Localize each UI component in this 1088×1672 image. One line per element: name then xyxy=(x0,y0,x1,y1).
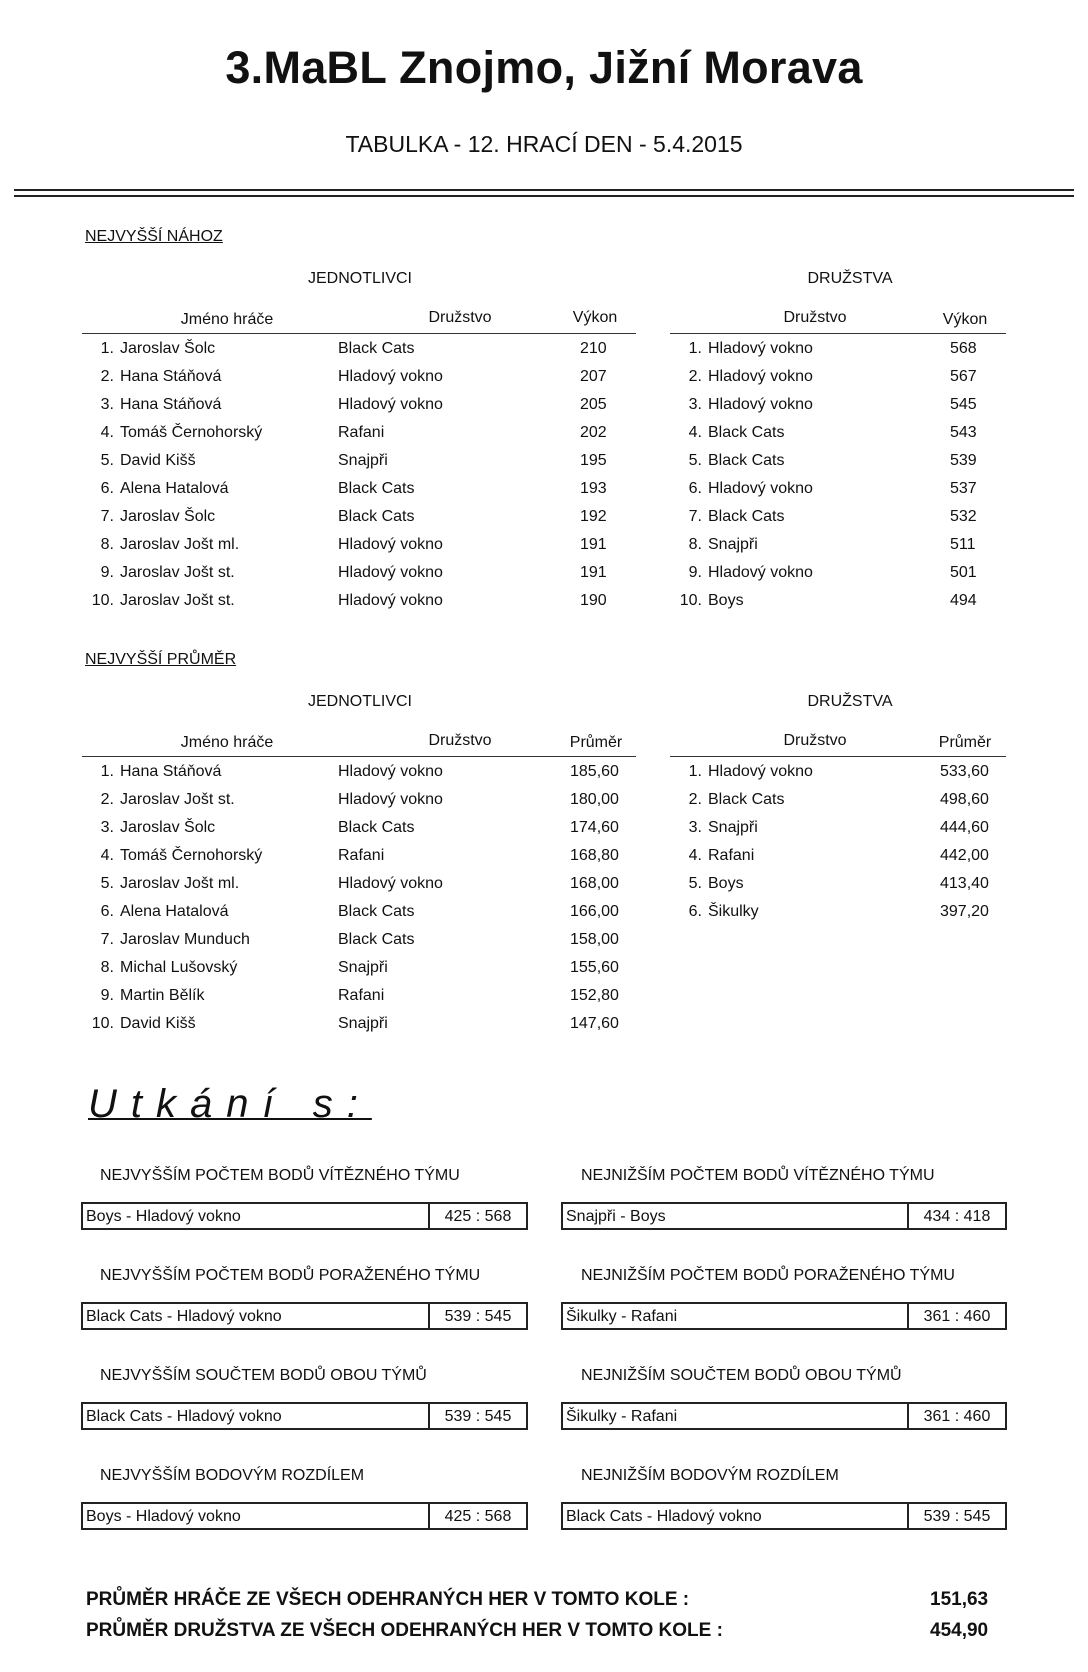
group-label-individual-prumer: JEDNOTLIVCI xyxy=(307,693,412,710)
score-value: 191 xyxy=(580,536,607,553)
team-name: Hladový vokno xyxy=(338,396,443,413)
match-box xyxy=(81,1502,528,1530)
rank: 8. xyxy=(688,536,702,553)
rank: 5. xyxy=(100,452,114,469)
player-name: Hana Stáňová xyxy=(120,368,222,385)
col-header-name: Jméno hráče xyxy=(180,311,274,328)
rank: 8. xyxy=(100,959,114,976)
match-box xyxy=(81,1202,528,1230)
average-value: 498,60 xyxy=(940,791,989,808)
match-score: 539 : 545 xyxy=(428,1304,526,1328)
score-value: 190 xyxy=(580,592,607,609)
player-name: Jaroslav Jošt st. xyxy=(120,592,235,609)
group-label-individual-nahoz: JEDNOTLIVCI xyxy=(307,270,412,287)
rank: 10. xyxy=(679,592,702,609)
col-header-value: Výkon xyxy=(942,311,988,328)
rank: 2. xyxy=(100,368,114,385)
rank: 3. xyxy=(100,819,114,836)
score-value: 567 xyxy=(950,368,977,385)
match-score: 434 : 418 xyxy=(907,1204,1005,1228)
team-name: Rafani xyxy=(338,847,385,864)
match-label: NEJNIŽŠÍM SOUČTEM BODŮ OBOU TÝMŮ xyxy=(581,1367,902,1384)
rank: 5. xyxy=(688,452,702,469)
rank: 4. xyxy=(100,847,114,864)
score-value: 202 xyxy=(580,424,607,441)
player-name: David Kišš xyxy=(120,452,196,469)
team-name: Šikulky xyxy=(708,903,759,920)
average-value: 166,00 xyxy=(570,903,619,920)
average-value: 397,20 xyxy=(940,903,989,920)
team-name: Black Cats xyxy=(338,903,415,920)
header-underline xyxy=(670,756,1006,757)
team-name: Hladový vokno xyxy=(708,340,813,357)
average-value: 168,80 xyxy=(570,847,619,864)
team-name: Boys xyxy=(708,875,744,892)
score-value: 193 xyxy=(580,480,607,497)
match-label: NEJVYŠŠÍM SOUČTEM BODŮ OBOU TÝMŮ xyxy=(100,1367,427,1384)
rank: 2. xyxy=(100,791,114,808)
player-name: Jaroslav Šolc xyxy=(120,819,216,836)
match-score: 425 : 568 xyxy=(428,1504,526,1528)
rank: 8. xyxy=(100,536,114,553)
match-label: NEJVYŠŠÍM POČTEM BODŮ VÍTĚZNÉHO TÝMU xyxy=(100,1167,460,1184)
match-box xyxy=(561,1302,1007,1330)
team-name: Black Cats xyxy=(708,508,785,525)
col-header-team: Družstvo xyxy=(428,732,492,749)
team-average-label: PRŮMĚR DRUŽSTVA ZE VŠECH ODEHRANÝCH HER V TOMTO KOLE : xyxy=(86,1620,723,1641)
match-score: 425 : 568 xyxy=(428,1204,526,1228)
team-name: Black Cats xyxy=(338,931,415,948)
col-header-value: Výkon xyxy=(572,309,618,326)
team-name: Rafani xyxy=(708,847,755,864)
average-value: 158,00 xyxy=(570,931,619,948)
score-value: 494 xyxy=(950,592,977,609)
rank: 10. xyxy=(91,1015,114,1032)
group-label-teams-prumer: DRUŽSTVA xyxy=(807,693,893,710)
team-name: Snajpři xyxy=(338,959,388,976)
section-title-nahoz: NEJVYŠŠÍ NÁHOZ xyxy=(85,228,223,245)
average-value: 413,40 xyxy=(940,875,989,892)
team-name: Snajpři xyxy=(708,536,758,553)
col-header-name: Jméno hráče xyxy=(180,734,274,751)
player-average-value: 151,63 xyxy=(930,1589,989,1610)
score-value: 192 xyxy=(580,508,607,525)
match-teams: Šikulky - Rafani xyxy=(566,1308,678,1325)
match-box xyxy=(561,1502,1007,1530)
team-name: Hladový vokno xyxy=(708,368,813,385)
average-value: 168,00 xyxy=(570,875,619,892)
player-name: Jaroslav Jošt st. xyxy=(120,791,235,808)
rank: 3. xyxy=(100,396,114,413)
team-name: Hladový vokno xyxy=(338,592,443,609)
team-name: Snajpři xyxy=(338,452,388,469)
rank: 7. xyxy=(100,931,114,948)
rank: 4. xyxy=(688,424,702,441)
rank: 9. xyxy=(100,987,114,1004)
score-value: 205 xyxy=(580,396,607,413)
player-name: Hana Stáňová xyxy=(120,396,222,413)
team-name: Hladový vokno xyxy=(338,536,443,553)
match-label: NEJNIŽŠÍM POČTEM BODŮ VÍTĚZNÉHO TÝMU xyxy=(581,1167,935,1184)
player-name: Tomáš Černohorský xyxy=(120,847,263,864)
team-name: Snajpři xyxy=(708,819,758,836)
rank: 7. xyxy=(688,508,702,525)
player-name: Michal Lušovský xyxy=(120,959,238,976)
match-teams: Black Cats - Hladový vokno xyxy=(86,1408,282,1425)
match-teams: Boys - Hladový vokno xyxy=(86,1208,241,1225)
rank: 1. xyxy=(688,763,702,780)
team-name: Hladový vokno xyxy=(708,396,813,413)
average-value: 533,60 xyxy=(940,763,989,780)
player-name: Tomáš Černohorský xyxy=(120,424,263,441)
match-teams: Black Cats - Hladový vokno xyxy=(86,1308,282,1325)
rank: 7. xyxy=(100,508,114,525)
rank: 9. xyxy=(100,564,114,581)
team-name: Hladový vokno xyxy=(338,368,443,385)
score-value: 532 xyxy=(950,508,977,525)
team-name: Hladový vokno xyxy=(338,875,443,892)
team-name: Snajpři xyxy=(338,1015,388,1032)
rank: 1. xyxy=(100,340,114,357)
match-label: NEJNIŽŠÍM POČTEM BODŮ PORAŽENÉHO TÝMU xyxy=(581,1267,955,1284)
match-score: 361 : 460 xyxy=(907,1404,1005,1428)
team-name: Hladový vokno xyxy=(708,564,813,581)
rank: 2. xyxy=(688,368,702,385)
score-value: 501 xyxy=(950,564,977,581)
divider-bottom xyxy=(14,195,1074,197)
team-name: Hladový vokno xyxy=(338,791,443,808)
average-value: 174,60 xyxy=(570,819,619,836)
team-name: Rafani xyxy=(338,987,385,1004)
rank: 4. xyxy=(100,424,114,441)
score-value: 207 xyxy=(580,368,607,385)
average-value: 180,00 xyxy=(570,791,619,808)
match-label: NEJVYŠŠÍM POČTEM BODŮ PORAŽENÉHO TÝMU xyxy=(100,1267,481,1284)
score-value: 537 xyxy=(950,480,977,497)
match-label: NEJNIŽŠÍM BODOVÝM ROZDÍLEM xyxy=(581,1467,839,1484)
divider-top xyxy=(14,189,1074,191)
score-value: 539 xyxy=(950,452,977,469)
section-title-prumer: NEJVYŠŠÍ PRŮMĚR xyxy=(85,651,237,668)
score-value: 191 xyxy=(580,564,607,581)
team-name: Black Cats xyxy=(708,452,785,469)
page-subtitle: TABULKA - 12. HRACÍ DEN - 5.4.2015 xyxy=(345,131,743,157)
average-value: 147,60 xyxy=(570,1015,619,1032)
average-value: 155,60 xyxy=(570,959,619,976)
match-box xyxy=(81,1302,528,1330)
player-name: Jaroslav Munduch xyxy=(120,931,250,948)
rank: 9. xyxy=(688,564,702,581)
score-value: 210 xyxy=(580,340,607,357)
col-header-team: Družstvo xyxy=(783,309,847,326)
match-box xyxy=(561,1202,1007,1230)
team-name: Black Cats xyxy=(338,819,415,836)
player-name: Jaroslav Jošt st. xyxy=(120,564,235,581)
team-name: Rafani xyxy=(338,424,385,441)
score-value: 195 xyxy=(580,452,607,469)
score-value: 511 xyxy=(950,536,976,553)
rank: 2. xyxy=(688,791,702,808)
rank: 10. xyxy=(91,592,114,609)
player-name: David Kišš xyxy=(120,1015,196,1032)
col-header-team: Družstvo xyxy=(783,732,847,749)
match-box xyxy=(561,1402,1007,1430)
player-name: Jaroslav Šolc xyxy=(120,508,216,525)
team-name: Black Cats xyxy=(338,340,415,357)
match-teams: Boys - Hladový vokno xyxy=(86,1508,241,1525)
player-name: Alena Hatalová xyxy=(120,480,229,497)
col-header-value: Průměr xyxy=(938,734,992,751)
rank: 6. xyxy=(100,903,114,920)
team-name: Hladový vokno xyxy=(338,564,443,581)
header-underline xyxy=(82,756,636,757)
average-value: 444,60 xyxy=(940,819,989,836)
rank: 1. xyxy=(688,340,702,357)
team-average-value: 454,90 xyxy=(930,1620,989,1641)
player-name: Hana Stáňová xyxy=(120,763,222,780)
score-value: 545 xyxy=(950,396,977,413)
team-name: Hladový vokno xyxy=(708,480,813,497)
player-average-label: PRŮMĚR HRÁČE ZE VŠECH ODEHRANÝCH HER V TOMTO KOLE : xyxy=(86,1589,690,1610)
col-header-value: Průměr xyxy=(569,734,623,751)
rank: 3. xyxy=(688,396,702,413)
group-label-teams-nahoz: DRUŽSTVA xyxy=(807,270,893,287)
matches-heading: Utkání s: xyxy=(88,1082,372,1126)
page-title: 3.MaBL Znojmo, Jižní Morava xyxy=(225,42,863,93)
rank: 1. xyxy=(100,763,114,780)
match-label: NEJVYŠŠÍM BODOVÝM ROZDÍLEM xyxy=(100,1467,365,1484)
team-name: Boys xyxy=(708,592,744,609)
player-name: Jaroslav Jošt ml. xyxy=(120,875,240,892)
col-header-team: Družstvo xyxy=(428,309,492,326)
rank: 6. xyxy=(688,480,702,497)
rank: 6. xyxy=(688,903,702,920)
match-score: 361 : 460 xyxy=(907,1304,1005,1328)
average-value: 442,00 xyxy=(940,847,989,864)
rank: 3. xyxy=(688,819,702,836)
match-teams: Snajpři - Boys xyxy=(566,1208,666,1225)
header-underline xyxy=(82,333,636,334)
team-name: Black Cats xyxy=(708,424,785,441)
score-value: 543 xyxy=(950,424,977,441)
score-value: 568 xyxy=(950,340,977,357)
team-name: Black Cats xyxy=(708,791,785,808)
team-name: Hladový vokno xyxy=(708,763,813,780)
rank: 5. xyxy=(100,875,114,892)
team-name: Hladový vokno xyxy=(338,763,443,780)
match-teams: Black Cats - Hladový vokno xyxy=(566,1508,762,1525)
player-name: Jaroslav Šolc xyxy=(120,340,216,357)
average-value: 152,80 xyxy=(570,987,619,1004)
player-name: Martin Bělík xyxy=(120,987,205,1004)
rank: 5. xyxy=(688,875,702,892)
match-score: 539 : 545 xyxy=(428,1404,526,1428)
match-teams: Šikulky - Rafani xyxy=(566,1408,678,1425)
team-name: Black Cats xyxy=(338,480,415,497)
team-name: Black Cats xyxy=(338,508,415,525)
rank: 4. xyxy=(688,847,702,864)
match-score: 539 : 545 xyxy=(907,1504,1005,1528)
rank: 6. xyxy=(100,480,114,497)
header-underline xyxy=(670,333,1006,334)
player-name: Jaroslav Jošt ml. xyxy=(120,536,240,553)
average-value: 185,60 xyxy=(570,763,619,780)
match-box xyxy=(81,1402,528,1430)
player-name: Alena Hatalová xyxy=(120,903,229,920)
